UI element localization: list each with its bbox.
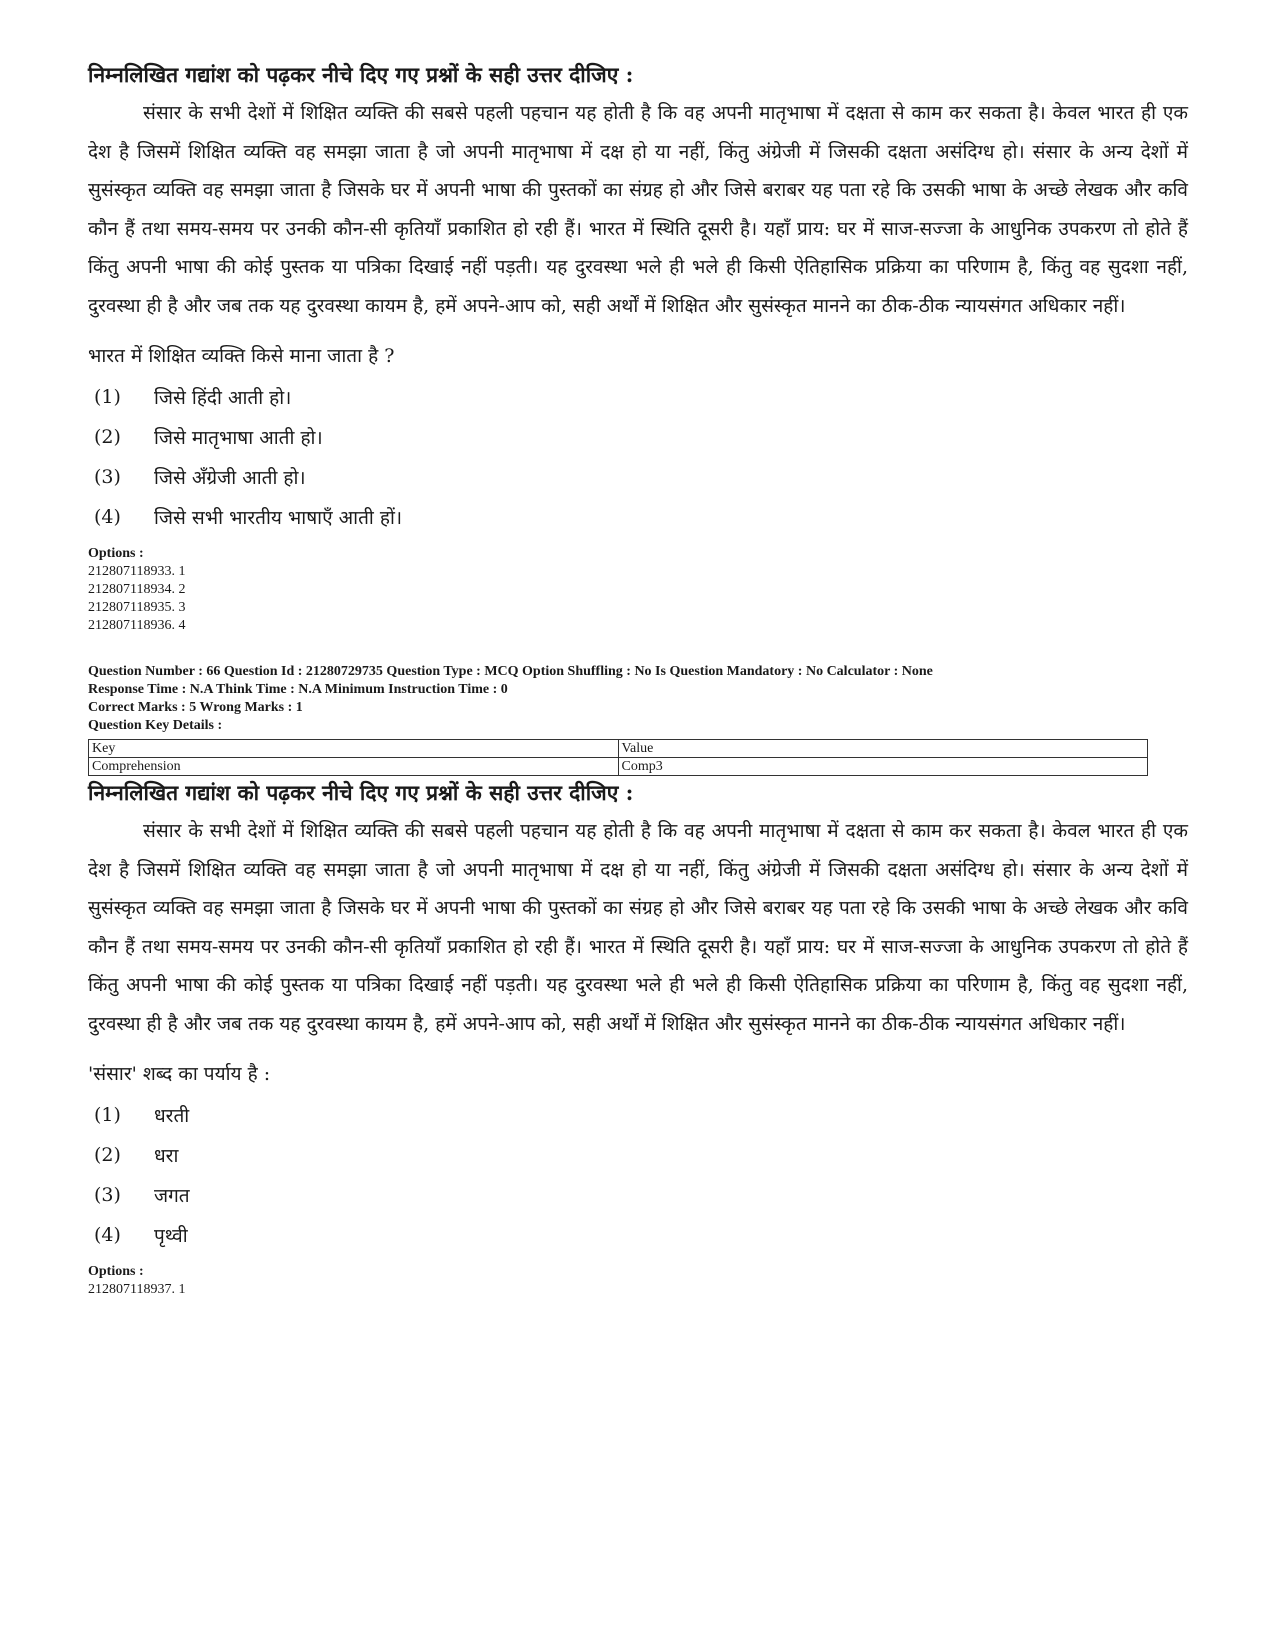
option-number: (4) bbox=[94, 1224, 121, 1246]
question-text: 'संसार' शब्द का पर्याय है : bbox=[88, 1063, 271, 1085]
option-number: (3) bbox=[94, 466, 121, 488]
option-id: 212807118934. 2 bbox=[88, 582, 186, 597]
option-text: धरती bbox=[154, 1105, 190, 1127]
question-block-1 bbox=[88, 60, 1188, 635]
options-title: Options : bbox=[88, 1264, 144, 1279]
table-cell: Comprehension bbox=[89, 758, 619, 776]
question-text: भारत में शिक्षित व्यक्ति किसे माना जाता है ? bbox=[88, 345, 395, 367]
option-text: जिसे सभी भारतीय भाषाएँ आती हों। bbox=[154, 507, 403, 529]
option-item bbox=[88, 1135, 1188, 1175]
document-page bbox=[88, 60, 1188, 1299]
option-text: धरा bbox=[154, 1145, 179, 1167]
question-meta-line: Response Time : N.A Think Time : N.A Minimum Instruction Time : 0 bbox=[88, 682, 508, 697]
options-title: Options : bbox=[88, 546, 144, 561]
question-block-2 bbox=[88, 778, 1188, 1299]
passage-heading: निम्नलिखित गद्यांश को पढ़कर नीचे दिए गए प्रश्नों के सही उत्तर दीजिए : bbox=[88, 62, 634, 87]
table-header-cell: Key bbox=[89, 740, 619, 758]
table-row bbox=[89, 758, 1148, 776]
option-item bbox=[88, 1215, 1188, 1255]
question-info bbox=[88, 663, 1188, 776]
passage-text: संसार के सभी देशों में शिक्षित व्यक्ति की सबसे पहली पहचान यह होती है कि वह अपनी मातृभाषा में दक्षता से काम कर सकता है। केवल भारत ही एक देश है जिसमें शिक्षित व्यक्ति वह समझा जाता है जो अपनी मातृभाषा में दक्ष हो या नहीं, किंतु अंग्रेजी में जिसकी दक्षता असंदिग्ध हो। संसार के अन्य देशों में सुसंस्कृत व्यक्ति वह समझा जाता है जिसके घर में अपनी भाषा की पुस्तकों का संग्रह हो और जिसे बराबर यह पता रहे कि उसकी भाषा के अच्छे लेखक और कवि कौन हैं तथा समय-समय पर उनकी कौन-सी कृतियाँ प्रकाशित हो रही हैं। भारत में स्थिति दूसरी है। यहाँ प्राय: घर में साज-सज्जा के आधुनिक उपकरण तो होते हैं किंतु अपनी भाषा की कोई पुस्तक या पत्रिका दिखाई नहीं पड़ती। यह दुरवस्था भले ही भले ही किसी ऐतिहासिक प्रक्रिया का परिणाम है, किंतु वह सुदशा नहीं, दुरवस्था ही है और जब तक यह दुरवस्था कायम है, हमें अपने-आप को, सही अर्थों में शिक्षित और सुसंस्कृत मानने का ठीक-ठीक न्यायसंगत अधिकार नहीं। bbox=[88, 102, 1188, 317]
option-text: पृथ्वी bbox=[154, 1225, 188, 1247]
option-id: 212807118936. 4 bbox=[88, 618, 186, 633]
option-text: जिसे मातृभाषा आती हो। bbox=[154, 427, 323, 449]
option-id: 212807118933. 1 bbox=[88, 564, 186, 579]
question-meta-line: Question Number : 66 Question Id : 21280729735 Question Type : MCQ Option Shuffling : No Is Question Mandatory : No Calculator : None bbox=[88, 664, 933, 679]
options-list bbox=[88, 1095, 1188, 1255]
question-key-title: Question Key Details : bbox=[88, 718, 223, 733]
table-header-cell: Value bbox=[618, 740, 1148, 758]
option-number: (2) bbox=[94, 426, 121, 448]
question-marks: Correct Marks : 5 Wrong Marks : 1 bbox=[88, 700, 303, 715]
option-item bbox=[88, 377, 1188, 417]
option-number: (3) bbox=[94, 1184, 121, 1206]
key-value-table bbox=[88, 739, 1148, 776]
option-text: जगत bbox=[154, 1185, 190, 1207]
table-header-row bbox=[89, 740, 1148, 758]
option-id: 212807118935. 3 bbox=[88, 600, 186, 615]
option-ids bbox=[88, 545, 1188, 635]
options-list bbox=[88, 377, 1188, 537]
passage-heading: निम्नलिखित गद्यांश को पढ़कर नीचे दिए गए प्रश्नों के सही उत्तर दीजिए : bbox=[88, 780, 634, 805]
passage-text: संसार के सभी देशों में शिक्षित व्यक्ति की सबसे पहली पहचान यह होती है कि वह अपनी मातृभाषा में दक्षता से काम कर सकता है। केवल भारत ही एक देश है जिसमें शिक्षित व्यक्ति वह समझा जाता है जो अपनी मातृभाषा में दक्ष हो या नहीं, किंतु अंग्रेजी में जिसकी दक्षता असंदिग्ध हो। संसार के अन्य देशों में सुसंस्कृत व्यक्ति वह समझा जाता है जिसके घर में अपनी भाषा की पुस्तकों का संग्रह हो और जिसे बराबर यह पता रहे कि उसकी भाषा के अच्छे लेखक और कवि कौन हैं तथा समय-समय पर उनकी कौन-सी कृतियाँ प्रकाशित हो रही हैं। भारत में स्थिति दूसरी है। यहाँ प्राय: घर में साज-सज्जा के आधुनिक उपकरण तो होते हैं किंतु अपनी भाषा की कोई पुस्तक या पत्रिका दिखाई नहीं पड़ती। यह दुरवस्था भले ही भले ही किसी ऐतिहासिक प्रक्रिया का परिणाम है, किंतु वह सुदशा नहीं, दुरवस्था ही है और जब तक यह दुरवस्था कायम है, हमें अपने-आप को, सही अर्थों में शिक्षित और सुसंस्कृत मानने का ठीक-ठीक न्यायसंगत अधिकार नहीं। bbox=[88, 820, 1188, 1035]
table-cell: Comp3 bbox=[618, 758, 1148, 776]
option-item bbox=[88, 1175, 1188, 1215]
option-number: (2) bbox=[94, 1144, 121, 1166]
option-id: 212807118937. 1 bbox=[88, 1282, 186, 1297]
option-item bbox=[88, 497, 1188, 537]
option-text: जिसे हिंदी आती हो। bbox=[154, 387, 292, 409]
option-text: जिसे अँग्रेजी आती हो। bbox=[154, 467, 306, 489]
option-number: (1) bbox=[94, 1104, 121, 1126]
option-number: (1) bbox=[94, 386, 121, 408]
option-item bbox=[88, 1095, 1188, 1135]
option-ids bbox=[88, 1263, 1188, 1299]
option-item bbox=[88, 457, 1188, 497]
option-item bbox=[88, 417, 1188, 457]
option-number: (4) bbox=[94, 506, 121, 528]
